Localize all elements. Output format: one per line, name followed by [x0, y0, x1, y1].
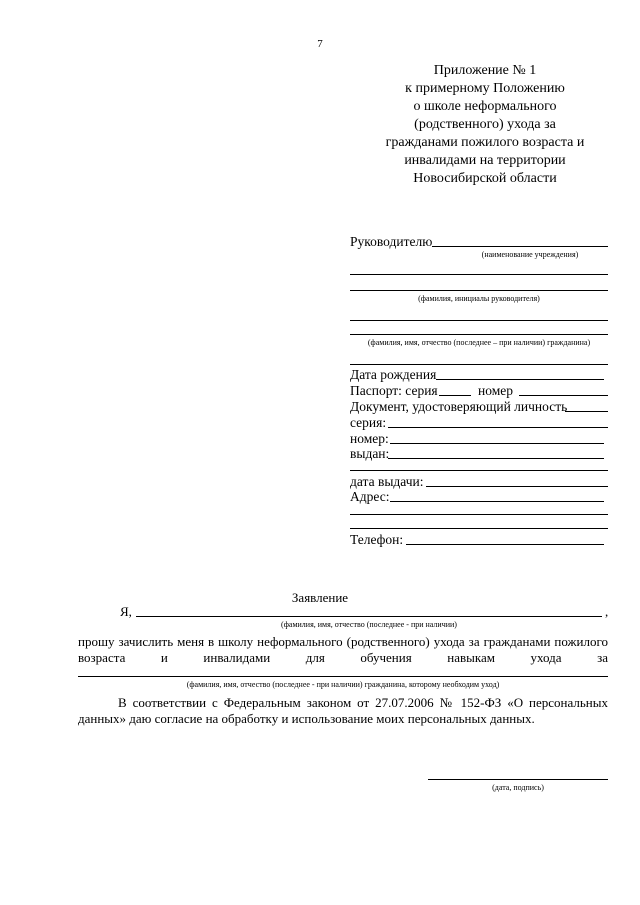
signature-field[interactable] — [428, 779, 608, 780]
i-end-comma: , — [605, 604, 609, 619]
consent-line-1: В соответствии с Федеральным законом от 27.07.2006 № 152-ФЗ «О персональных — [118, 695, 608, 710]
request-line-2: возраста и инвалидами для обучения навыкам ухода за — [78, 650, 608, 665]
issue-date-label: дата выдачи: — [350, 474, 424, 489]
number-field[interactable] — [390, 443, 604, 444]
signature-hint: (дата, подпись) — [492, 783, 544, 792]
appendix-line: о школе неформального — [413, 99, 557, 114]
appendix-heading — [380, 62, 590, 188]
institution-field[interactable] — [432, 246, 608, 247]
appendix-line: Приложение № 1 — [433, 63, 537, 78]
citizen-name-hint: (фамилия, имя, отчество (последнее – при наличии) гражданина) — [367, 338, 591, 347]
number-label: номер: — [350, 431, 389, 446]
series-field[interactable] — [388, 427, 608, 428]
phone-label: Телефон: — [350, 532, 404, 547]
id-document-field[interactable] — [565, 411, 608, 412]
request-line-1: прошу зачислить меня в школу неформального (родственного) ухода за гражданами пожилого — [78, 634, 608, 649]
head-name-hint: (фамилия, инициалы руководителя) — [418, 294, 540, 303]
cared-person-hint: (фамилия, имя, отчество (последнее - при наличии) гражданина, которому необходим уход) — [186, 680, 500, 689]
i-label: Я, — [120, 604, 132, 619]
citizen-name-field-2[interactable] — [350, 334, 608, 335]
address-label: Адрес: — [350, 489, 390, 504]
passport-number-field[interactable] — [519, 395, 608, 396]
issued-field-2[interactable] — [350, 470, 608, 471]
birth-date-label: Дата рождения — [350, 367, 437, 382]
applicant-name-field[interactable] — [136, 616, 602, 617]
institution-hint: (наименование учреждения) — [481, 250, 579, 259]
citizen-name-field-1[interactable] — [350, 320, 608, 321]
appendix-line: инвалидами на территории — [404, 153, 566, 168]
address-field-1[interactable] — [390, 501, 604, 502]
appendix-line: Новосибирской области — [413, 171, 557, 186]
statement-title: Заявление — [291, 590, 349, 605]
issued-label: выдан: — [350, 446, 390, 461]
birth-date-field[interactable] — [436, 379, 604, 380]
series-label: серия: — [350, 415, 387, 430]
head-name-field-1[interactable] — [350, 274, 608, 275]
address-field-3[interactable] — [350, 528, 608, 529]
cared-person-field[interactable] — [78, 676, 608, 677]
head-label: Руководителю — [350, 234, 433, 249]
applicant-name-hint: (фамилия, имя, отчество (последнее - при наличии) — [281, 620, 457, 629]
passport-label: Паспорт: серия — [350, 383, 438, 398]
appendix-line: к примерному Положению — [405, 81, 565, 96]
passport-number-label: номер — [478, 383, 514, 398]
citizen-name-field-3[interactable] — [350, 364, 608, 365]
phone-field[interactable] — [406, 544, 604, 545]
appendix-line: гражданами пожилого возраста и — [385, 135, 585, 150]
appendix-line: (родственного) ухода за — [414, 117, 556, 132]
page-number: 7 — [317, 38, 323, 50]
head-name-field-2[interactable] — [350, 290, 608, 291]
issue-date-field[interactable] — [426, 486, 608, 487]
consent-line-2: данных» даю согласие на обработку и использование моих персональных данных. — [78, 711, 535, 726]
id-document-label: Документ, удостоверяющий личность — [350, 399, 568, 414]
issued-field-1[interactable] — [388, 458, 604, 459]
passport-series-field[interactable] — [439, 395, 471, 396]
address-field-2[interactable] — [350, 514, 608, 515]
